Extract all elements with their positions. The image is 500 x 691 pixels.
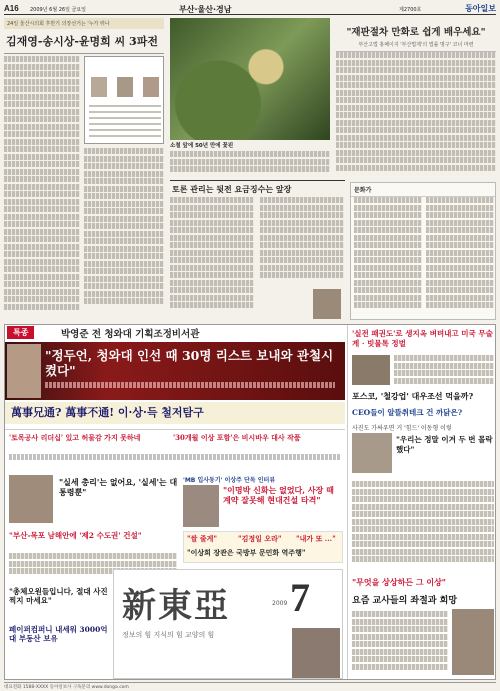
ad-badge: 특종: [7, 326, 34, 339]
interview-story: [336, 18, 496, 178]
ad-speaker: 박영준 전 청와대 기획조정비서관: [61, 329, 200, 340]
ad-right-1-body: [394, 355, 494, 385]
photo-story: [170, 18, 330, 178]
ad-sub-bar: [5, 402, 345, 424]
photo-caption-body: [170, 151, 330, 177]
ad-quote-4: "부산-목포 남해안에 '제2 수도권' 건설": [9, 531, 142, 540]
ad-main-subline: [45, 382, 335, 388]
photo-caption-title: 소철 앞에 50년 만에 꽃핀: [170, 143, 234, 149]
teacher-photo: [452, 609, 494, 675]
ad-right-4: 사진도 가싸우면 거 '힘드' 이동형 이렇: [352, 425, 452, 432]
page-number: A16: [4, 4, 19, 13]
ad-strip: [183, 531, 343, 563]
ad-strip-4: "이상희 장관은 국방부 문민화 역주행": [187, 548, 306, 557]
candidates-caption: [89, 105, 161, 141]
ad-quote-6: 페이퍼컴퍼니 내세워 3000억대 부동산 보유: [9, 625, 108, 643]
culture-title: 문화가: [351, 183, 495, 197]
ad-strip-1: "쌀 줄게": [187, 534, 218, 543]
portrait-photo: [7, 344, 41, 398]
lead-headline: 김재영-송시상-윤명희 씨 3파전: [4, 29, 164, 54]
ad-right: [347, 325, 496, 680]
interview-body: [336, 52, 496, 176]
footer-info: 대표전화 1588-XXXX 동아일보사 구독문의 www.donga.com: [4, 685, 129, 690]
ad-right-7: 요즘 교사들의 좌절과 희망: [352, 596, 458, 606]
plant-photo: [170, 18, 330, 140]
ad-quote-2: '30개월 이상 포함'은 비시바우 대사 작품: [173, 433, 301, 442]
magazine-tagline: 정보의 힘 지식의 힘 교양의 힘: [122, 631, 215, 639]
section-title: 부산·울산·경남: [179, 5, 232, 14]
politician-photo: [9, 475, 53, 523]
cover-portrait: [292, 628, 340, 678]
ad-row-quotes: [5, 429, 345, 469]
ad-right-6: "무엇을 상상하든 그 이상": [352, 577, 446, 587]
lead-body-col2: [84, 148, 164, 316]
photo-caption: [170, 143, 330, 150]
column-box: [170, 180, 345, 320]
magazine-title: 新東亞: [122, 586, 230, 626]
edition-number: 제2700호: [399, 7, 422, 13]
column-title: 토론 관리는 뒷전 요금징수는 앞장: [172, 184, 292, 194]
column-body-1: [170, 197, 254, 317]
page-footer: [4, 682, 496, 690]
page-header: [4, 3, 496, 15]
magazine-cover: [113, 569, 343, 679]
magazine-issue: 7: [290, 575, 310, 620]
ad-strip-2: "김정일 오라": [238, 534, 282, 543]
interview-subhead: 부산고법 홍페이지 '부산법제'의 법률 명구' 코너 마련: [336, 41, 496, 52]
athlete-photo: [352, 355, 390, 385]
interview-headline: "재판절차 만화로 쉽게 배우세요": [346, 27, 486, 38]
candidate-photo: [143, 77, 159, 97]
ad-sub-headline: 萬事兄通? 萬事不通! 이·상·득 철저탐구: [11, 406, 204, 419]
ad-main-headline-bar: [5, 342, 345, 400]
ad-right-5: "우리는 정말 이겨 두 번 몰락했다": [396, 435, 493, 454]
lead-kicker: 24일 울산시의회 후반기 의장선거는 '누가 뛰나: [4, 18, 164, 29]
ad-strip-3: "내가 또 ...": [296, 534, 336, 543]
column-body-2: [260, 197, 344, 287]
interview-photo: [183, 485, 219, 527]
magazine-year: 2009: [272, 600, 288, 607]
candidate-photo: [91, 77, 107, 97]
ad-mid-headline: "이명박 신화는 없었다, 사장 때 계약 잘못해 현대건설 타격": [223, 485, 334, 505]
ad-quote-5: "총체오원들입니다, 절대 사진 찍지 마세요": [9, 587, 108, 605]
candidates-box: [84, 56, 164, 144]
columnist-photo: [313, 289, 341, 319]
ad-top-banner: [5, 325, 345, 341]
ad-quote-subline: [9, 454, 341, 460]
ad-left: [5, 325, 345, 680]
ad-right-1: '실전 패권도'로 생지옥 벼텨내고 미국 무술계 · 빗물톡 정벌: [352, 329, 493, 348]
culture-col1: [354, 197, 422, 317]
culture-box: [350, 182, 496, 320]
ad-mid-kicker: 'MB 입사동기' 이상주 단독 인터뷰: [183, 477, 276, 484]
culture-col2: [426, 197, 494, 317]
magazine-advertisement: [4, 324, 496, 680]
candidate-photo: [117, 77, 133, 97]
ad-right-list: [352, 481, 494, 571]
ad-right-photo: [352, 433, 392, 473]
ad-right-2: 포스코, '철강업' 대우조선 먹을까?: [352, 391, 474, 401]
lead-story: [4, 18, 164, 318]
ad-right-7-body: [352, 611, 448, 675]
ad-right-3: CEO들이 알뜰취테크 건 까닭은?: [352, 408, 463, 417]
page-date: 2009년 6월 26일 금요일: [30, 7, 87, 13]
ad-quote-1: '토목공사 리더십' 있고 허물감 가지 못하네: [9, 433, 141, 442]
ad-main-headline: "정두언, 청와대 인선 때 30명 리스트 보내와 관철시켰다": [45, 348, 334, 378]
brand-logo: 동아일보: [465, 3, 496, 13]
lead-body-col1: [4, 56, 80, 316]
ad-quote-3: "실세 총리'는 없어요, '실세'는 대통령뿐": [59, 477, 178, 497]
